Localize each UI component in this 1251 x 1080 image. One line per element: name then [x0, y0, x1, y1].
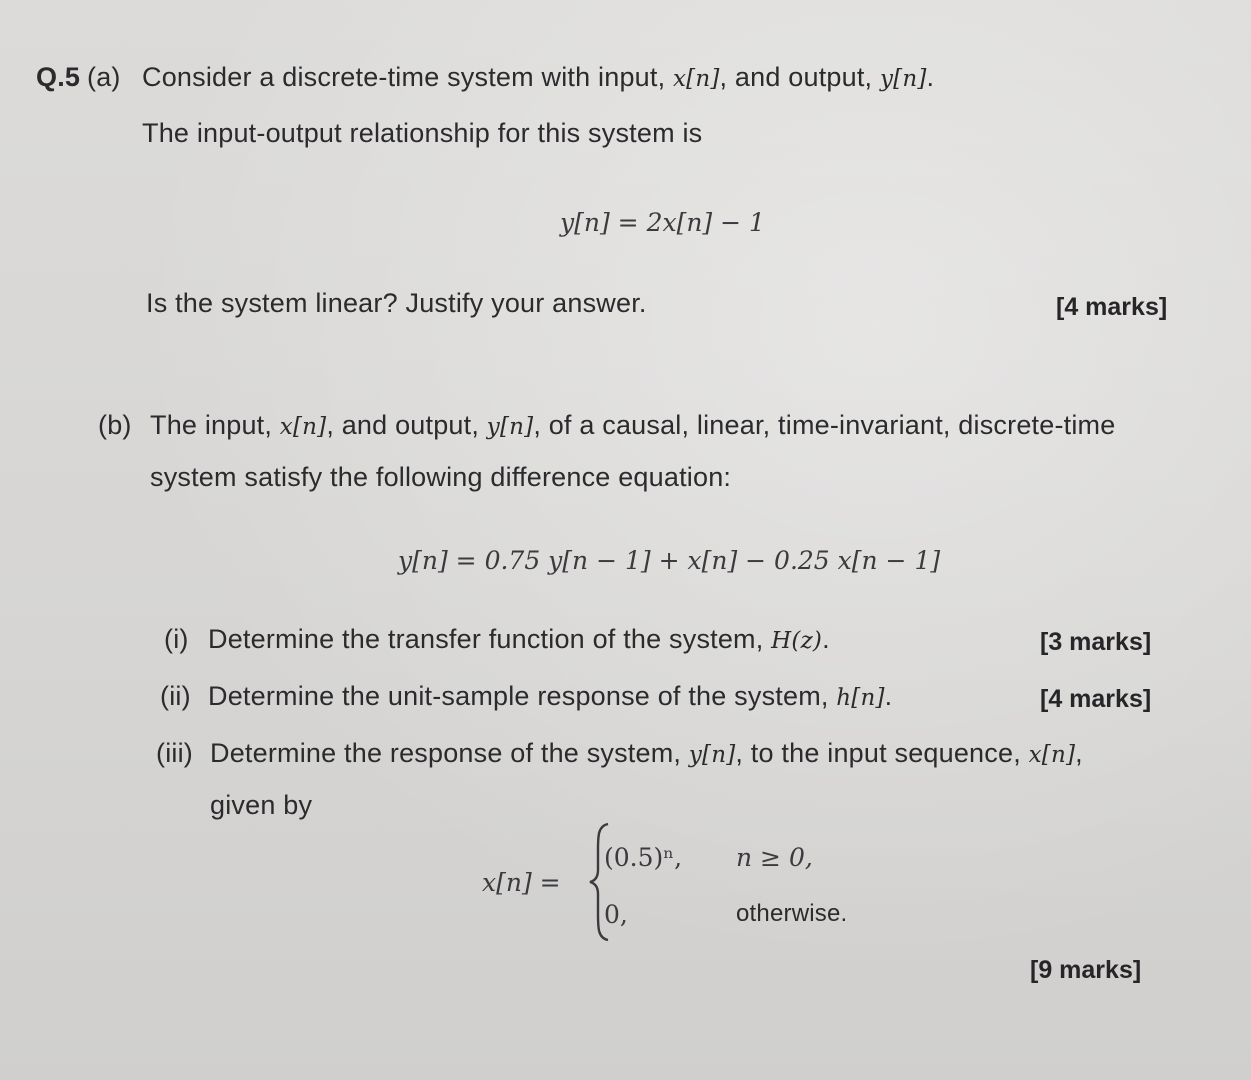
part-b-line2: system satisfy the following difference equation: — [150, 462, 732, 492]
part-b-y-symbol: y[n] — [486, 414, 534, 440]
part-a-line2: The input-output relationship for this system is — [142, 118, 703, 148]
sub-i-end: . — [822, 624, 830, 654]
part-b-line1-mid: , and output, — [326, 410, 480, 440]
part-b-line1 — [150, 410, 1115, 441]
part-a-line1-pre: Consider a discrete-time system with input, — [142, 62, 666, 92]
piecewise-lhs: x[n] = — [482, 868, 561, 897]
part-a-x-symbol: x[n] — [673, 66, 720, 92]
part-a-label: (a) — [87, 62, 121, 92]
part-a-marks: [4 marks] — [1056, 293, 1168, 321]
part-b-equation: y[n] = 0.75 y[n − 1] + x[n] − 0.25 x[n − 1] — [398, 546, 941, 575]
sub-i-label: (i) — [164, 624, 189, 654]
sub-ii-text: Determine the unit-sample response of the system, — [208, 681, 829, 711]
part-b-line1-pre: The input, — [150, 410, 273, 440]
sub-iii-marks: [9 marks] — [1030, 956, 1142, 984]
sub-iii-line2: given by — [210, 790, 313, 820]
sub-iii-symbol-x: x[n] — [1028, 742, 1076, 768]
sub-i-marks: [3 marks] — [1040, 628, 1152, 656]
sub-iii-end: , — [1075, 738, 1083, 768]
sub-i-text: Determine the transfer function of the system, — [208, 624, 764, 654]
question-number: Q.5 — [36, 62, 81, 92]
sub-ii-marks: [4 marks] — [1040, 685, 1152, 713]
part-b-x-symbol: x[n] — [279, 414, 327, 440]
sub-iii-mid: , to the input sequence, — [735, 738, 1021, 768]
part-a-equation: y[n] = 2x[n] − 1 — [560, 208, 765, 237]
sub-iii-text: Determine the response of the system, — [210, 738, 682, 768]
part-a-line1-mid: , and output, — [719, 62, 873, 92]
case2-condition: otherwise. — [736, 900, 848, 927]
sub-ii-symbol: h[n] — [836, 685, 885, 711]
part-b-label: (b) — [98, 410, 132, 440]
part-a-line1-end: . — [926, 62, 935, 92]
sub-iii-label: (iii) — [156, 738, 193, 768]
part-a-y-symbol: y[n] — [879, 66, 927, 92]
sub-ii-end: . — [884, 681, 893, 711]
sub-iii-text-line — [210, 738, 1083, 769]
sub-iii-symbol-y: y[n] — [688, 742, 736, 768]
case1-value: (0.5)ⁿ, — [604, 843, 683, 872]
sub-ii-text-line — [208, 681, 892, 712]
part-a-line1 — [142, 62, 934, 93]
sub-i-text-line — [208, 624, 830, 655]
sub-i-symbol: H(z) — [771, 628, 823, 654]
case1-condition: n ≥ 0, — [736, 843, 813, 872]
part-a-prompt: Is the system linear? Justify your answer. — [146, 288, 647, 318]
sub-ii-label: (ii) — [160, 681, 191, 711]
case2-value: 0, — [604, 900, 628, 929]
part-b-line1-end: , of a causal, linear, time-invariant, discrete-time — [533, 410, 1116, 440]
